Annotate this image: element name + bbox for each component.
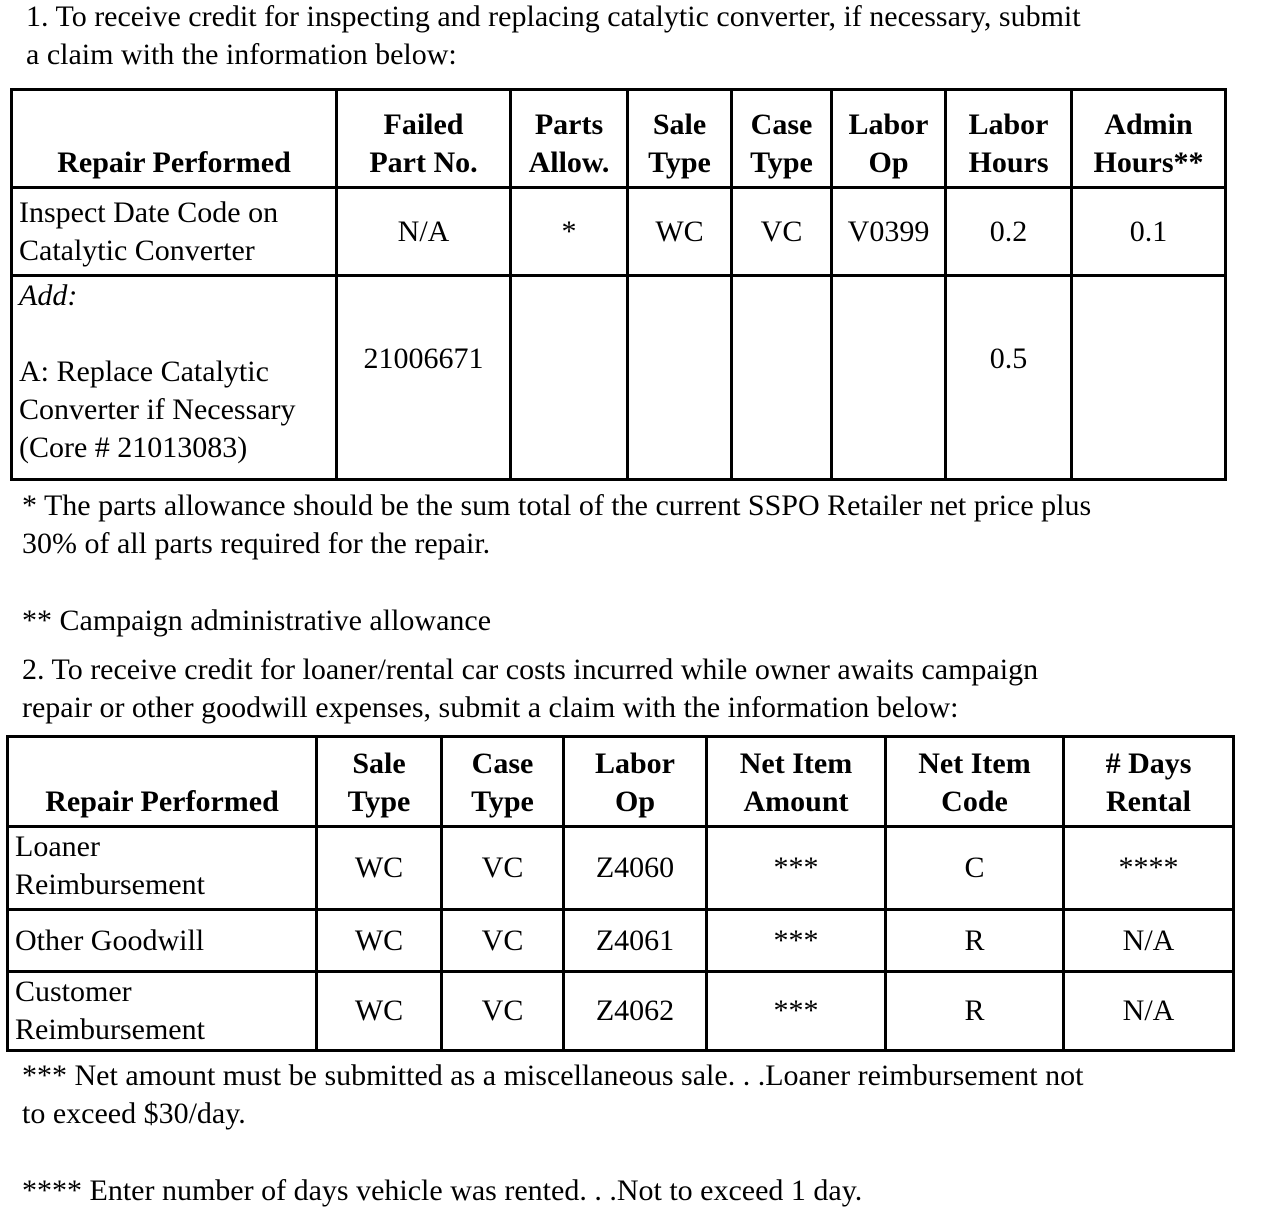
table-row [12,188,1226,276]
failed-part-cell: N/A [337,188,511,276]
days-rental-cell: **** [1064,827,1234,910]
repair-performed-cell: Loaner Reimbursement [8,827,317,910]
net-item-amount-cell: *** [707,827,886,910]
section1-intro [26,0,1081,74]
header-case-type: Case Type [732,90,832,188]
admin-hours-cell [1072,276,1226,480]
net-item-code-cell: R [886,972,1064,1051]
sale-type-cell: WC [317,827,442,910]
case-type-cell [732,276,832,480]
failed-part-cell: 21006671 [337,276,511,480]
header-admin-hours: Admin Hours** [1072,90,1226,188]
parts-allow-cell: * [511,188,628,276]
footnote-parts-allowance: * The parts allowance should be the sum total of the current SSPO Retailer net price plus 30% of all parts required for the repair. [22,489,1092,560]
header-net-item-amount: Net Item Amount [707,737,886,827]
labor-op-cell [832,276,946,480]
table-row [8,910,1234,972]
section2-intro [22,651,1038,727]
sale-type-cell: WC [628,188,732,276]
header-repair-performed: Repair Performed [8,737,317,827]
section2-intro-line2: repair or other goodwill expenses, submit a claim with the information below: [22,691,959,724]
claim-table-2 [6,735,1235,1052]
table1-header-row [12,90,1226,188]
labor-op-cell: Z4062 [564,972,707,1051]
add-label: Add: [19,279,78,312]
labor-op-cell: V0399 [832,188,946,276]
repair-performed-cell: Inspect Date Code on Catalytic Converter [12,188,337,276]
table-row [8,827,1234,910]
table-row [8,972,1234,1051]
footnote-days-rented: **** Enter number of days vehicle was rented. . .Not to exceed 1 day. [22,1174,863,1207]
labor-op-cell: Z4061 [564,910,707,972]
repair-performed-cell: Add: A: Replace Catalytic Converter if Necessary (Core # 21013083) [12,276,337,480]
admin-hours-cell: 0.1 [1072,188,1226,276]
header-labor-op: Labor Op [832,90,946,188]
net-item-amount-cell: *** [707,972,886,1051]
labor-hours-cell: 0.2 [946,188,1072,276]
net-item-code-cell: R [886,910,1064,972]
labor-hours-cell: 0.5 [946,276,1072,480]
header-parts-allow: Parts Allow. [511,90,628,188]
repair-performed-cell: Customer Reimbursement [8,972,317,1051]
net-item-code-cell: C [886,827,1064,910]
header-case-type: Case Type [442,737,564,827]
header-days-rental: # Days Rental [1064,737,1234,827]
parts-allow-cell [511,276,628,480]
claim-table-1 [10,88,1227,481]
footnote-net-amount: *** Net amount must be submitted as a miscellaneous sale. . .Loaner reimbursement not to exceed $30/day. [22,1059,1084,1130]
case-type-cell: VC [442,910,564,972]
header-labor-op: Labor Op [564,737,707,827]
days-rental-cell: N/A [1064,972,1234,1051]
section1-intro-line1: 1. To receive credit for inspecting and replacing catalytic converter, if necessary, submit [26,0,1081,33]
footnote-admin-allowance: ** Campaign administrative allowance [22,604,492,637]
header-net-item-code: Net Item Code [886,737,1064,827]
sale-type-cell: WC [317,972,442,1051]
header-labor-hours: Labor Hours [946,90,1072,188]
case-type-cell: VC [732,188,832,276]
section1-intro-line2: a claim with the information below: [26,38,457,71]
case-type-cell: VC [442,972,564,1051]
section2-intro-line1: 2. To receive credit for loaner/rental car costs incurred while owner awaits campaign [22,653,1039,686]
header-repair-performed: Repair Performed [12,90,337,188]
table-row [12,276,1226,480]
net-item-amount-cell: *** [707,910,886,972]
header-sale-type: Sale Type [628,90,732,188]
sale-type-cell: WC [317,910,442,972]
days-rental-cell: N/A [1064,910,1234,972]
repair-performed-cell: Other Goodwill [8,910,317,972]
header-sale-type: Sale Type [317,737,442,827]
case-type-cell: VC [442,827,564,910]
labor-op-cell: Z4060 [564,827,707,910]
table2-header-row [8,737,1234,827]
header-failed-part-no: Failed Part No. [337,90,511,188]
sale-type-cell [628,276,732,480]
